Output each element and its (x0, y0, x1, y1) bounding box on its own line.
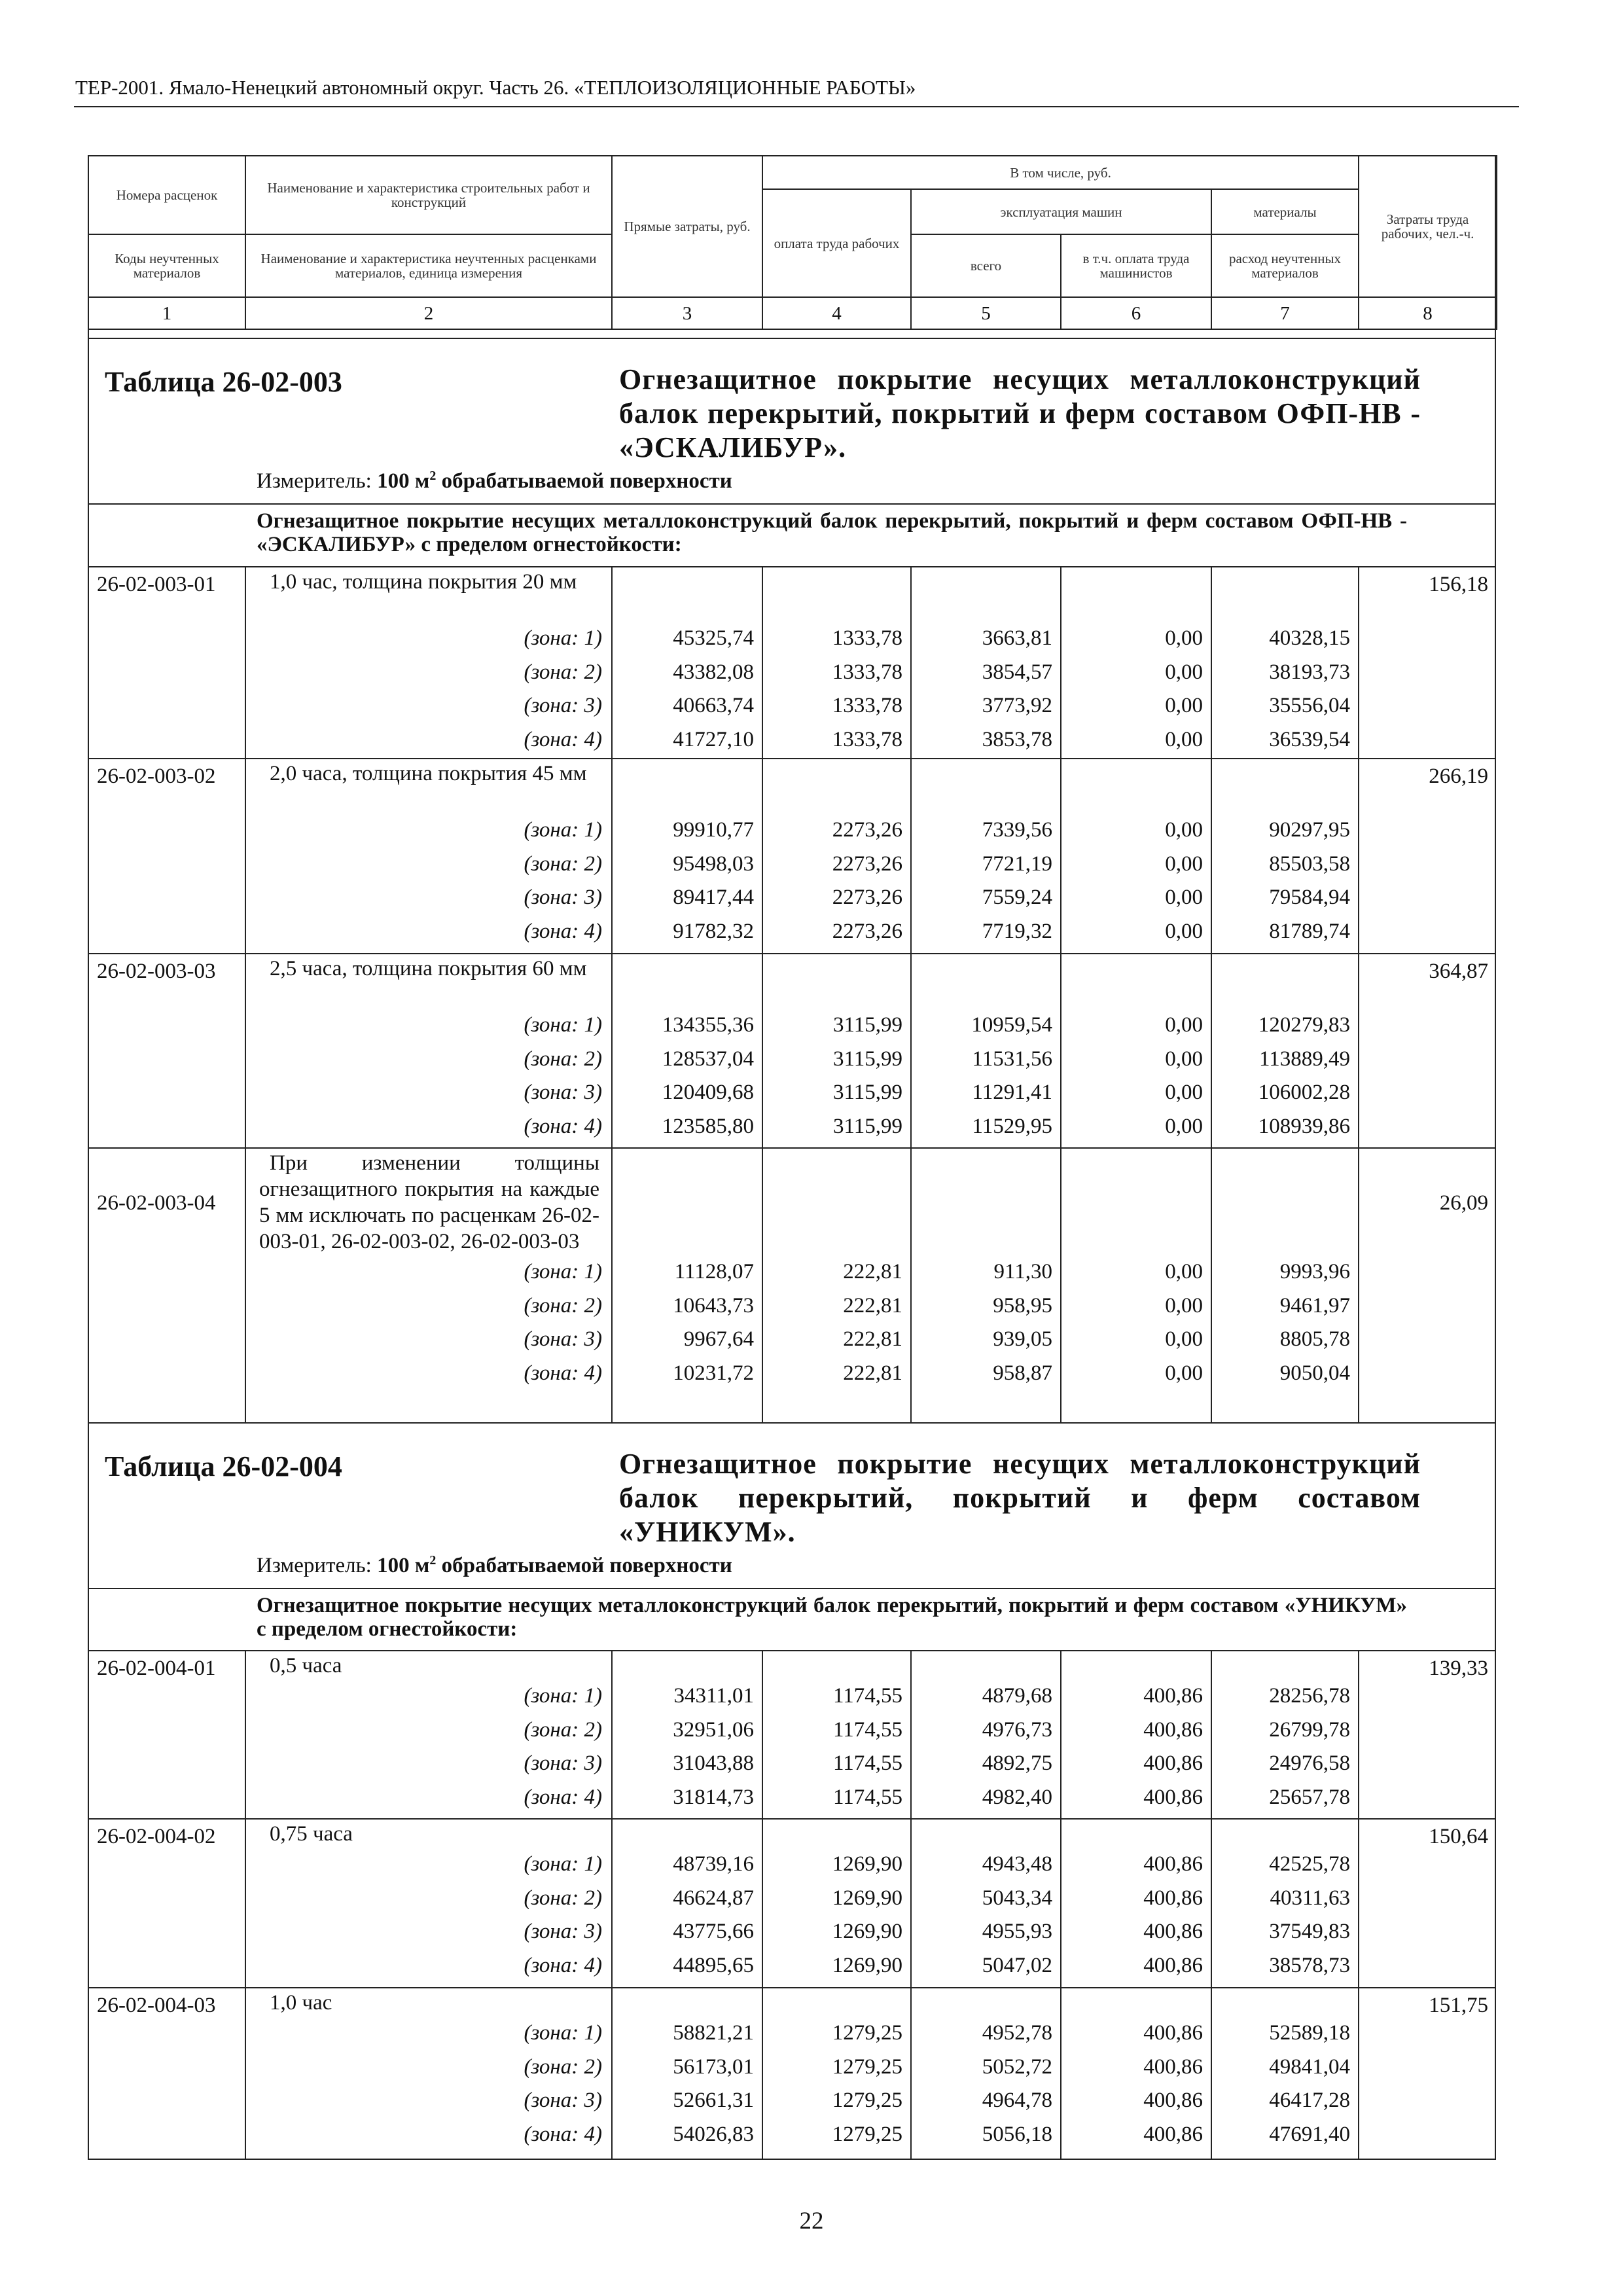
cost-cell: 400,86 (1143, 2122, 1203, 2146)
cost-cell: 222,81 (843, 1327, 902, 1351)
cost-cell: 222,81 (843, 1293, 902, 1318)
zone-label: (зона: 2) (524, 852, 602, 876)
col-head-code-top: Номера расценок (88, 156, 245, 234)
col-head-machinist-wages: в т.ч. оплата труда машинистов (1061, 234, 1211, 297)
cost-cell: 10643,73 (673, 1293, 754, 1318)
cost-cell: 3853,78 (982, 727, 1052, 751)
cost-cell: 0,00 (1165, 1327, 1203, 1351)
table-label: Таблица 26-02-004 (105, 1450, 342, 1482)
cost-cell: 400,86 (1143, 1684, 1203, 1708)
cost-cell: 4879,68 (982, 1684, 1052, 1708)
header-rule (74, 106, 1519, 107)
cost-cell: 1269,90 (832, 1886, 902, 1910)
row-rule (88, 1147, 1496, 1149)
cost-cell: 120279,83 (1258, 1013, 1350, 1037)
cost-cell: 7559,24 (982, 886, 1052, 909)
cost-cell: 48739,16 (673, 1852, 754, 1876)
cost-cell: 10231,72 (673, 1361, 754, 1385)
col-head-name-bottom: Наименование и характеристика неучтенных расценками материалов, единица измерения (245, 234, 612, 297)
col-num: 1 (88, 297, 245, 329)
cost-cell: 0,00 (1165, 886, 1203, 909)
cost-cell: 1333,78 (832, 626, 902, 650)
cost-cell: 1279,25 (832, 2122, 902, 2146)
col-rule (1358, 1147, 1359, 1422)
labor-value: 266,19 (1429, 764, 1488, 788)
page-number: 22 (799, 2208, 824, 2234)
cost-cell: 49841,04 (1269, 2054, 1350, 2079)
cost-cell: 128537,04 (662, 1047, 754, 1071)
cost-cell: 9461,97 (1279, 1293, 1350, 1318)
zone-label: (зона: 4) (524, 727, 602, 751)
cost-cell: 2273,26 (832, 852, 902, 876)
cost-cell: 43775,66 (673, 1920, 754, 1943)
cost-cell: 46417,28 (1269, 2089, 1350, 2112)
rate-code: 26-02-004-03 (97, 1994, 216, 2017)
row-rule (88, 1987, 1496, 1988)
rate-code: 26-02-004-02 (97, 1825, 216, 1848)
col-num: 6 (1061, 297, 1211, 329)
col-head-unaccounted-materials: расход неучтенных материалов (1211, 234, 1359, 297)
cost-cell: 2273,26 (832, 886, 902, 909)
cost-cell: 40328,15 (1269, 626, 1350, 650)
cost-cell: 0,00 (1165, 1047, 1203, 1071)
cost-cell: 99910,77 (673, 818, 754, 842)
cost-cell: 41727,10 (673, 727, 754, 751)
col-num: 3 (612, 297, 762, 329)
cost-cell: 28256,78 (1269, 1684, 1350, 1708)
cost-cell: 42525,78 (1269, 1852, 1350, 1876)
column-header (88, 155, 1497, 330)
cost-cell: 3854,57 (982, 660, 1052, 684)
cost-cell: 4955,93 (982, 1920, 1052, 1943)
cost-cell: 54026,83 (673, 2122, 754, 2146)
cost-cell: 400,86 (1143, 1852, 1203, 1876)
cost-cell: 0,00 (1165, 694, 1203, 717)
row-rule (88, 1422, 1496, 1424)
cost-cell: 2273,26 (832, 818, 902, 842)
cost-cell: 56173,01 (673, 2054, 754, 2079)
cost-cell: 0,00 (1165, 626, 1203, 650)
cost-cell: 7721,19 (982, 852, 1052, 876)
col-num: 8 (1359, 297, 1497, 329)
cost-cell: 958,95 (993, 1293, 1052, 1318)
col-head-materials: материалы (1211, 189, 1359, 234)
zone-label: (зона: 4) (524, 1361, 602, 1385)
cost-cell: 4952,78 (982, 2021, 1052, 2045)
cost-cell: 400,86 (1143, 1751, 1203, 1775)
col-head-machines: эксплуатация машин (911, 189, 1211, 234)
row-rule (88, 953, 1496, 954)
cost-cell: 3115,99 (832, 1013, 902, 1037)
cost-cell: 400,86 (1143, 1953, 1203, 1977)
cost-cell: 3115,99 (832, 1047, 902, 1071)
cost-cell: 222,81 (843, 1260, 902, 1283)
cost-cell: 24976,58 (1269, 1751, 1350, 1775)
cost-cell: 120409,68 (662, 1081, 754, 1104)
cost-cell: 31043,88 (673, 1751, 754, 1775)
cost-cell: 113889,49 (1258, 1047, 1350, 1071)
cost-cell: 400,86 (1143, 1717, 1203, 1742)
cost-cell: 5043,34 (982, 1886, 1052, 1910)
table-category: Огнезащитное покрытие несущих металлоконструкций балок перекрытий, покрытий и ферм составом ОФП-НВ - «ЭСКАЛИБУР» с пределом огнестойкости: (257, 509, 1407, 556)
cost-cell: 5047,02 (982, 1953, 1052, 1977)
rate-name: 2,5 часа, толщина покрытия 60 мм (270, 957, 587, 980)
zone-label: (зона: 1) (524, 1852, 602, 1876)
labor-value: 26,09 (1439, 1191, 1488, 1215)
table-description: Огнезащитное покрытие несущих металлоконструкций балок перекрытий, покрытий и ферм составом ОФП-НВ - «ЭСКАЛИБУР». (619, 363, 1421, 463)
table-measurer: Измеритель: 100 $м^2$ обрабатываемой поверхности (257, 1553, 732, 1577)
cost-cell: 4982,40 (982, 1785, 1052, 1809)
row-rule (88, 1588, 1496, 1589)
cost-cell: 8805,78 (1279, 1327, 1350, 1351)
cost-cell: 5056,18 (982, 2122, 1052, 2146)
table-measurer: Измеритель: 100 $м^2$ обрабатываемой поверхности (257, 469, 732, 493)
cost-cell: 11531,56 (972, 1047, 1052, 1071)
rate-code: 26-02-003-04 (97, 1191, 216, 1215)
cost-cell: 106002,28 (1258, 1081, 1350, 1104)
cost-cell: 958,87 (993, 1361, 1052, 1385)
rate-code: 26-02-003-03 (97, 960, 216, 983)
col-head-including: В том числе, руб. (762, 156, 1359, 189)
cost-cell: 911,30 (993, 1260, 1052, 1283)
zone-label: (зона: 3) (524, 1327, 602, 1351)
cost-cell: 46624,87 (673, 1886, 754, 1910)
rate-name: При изменении толщины огнезащитного покрытия на каждые 5 мм исключать по расценкам 26-02-003-01, 26-02-003-02, 26-02-003-03 (259, 1151, 599, 1253)
cost-cell: 1174,55 (832, 1717, 902, 1742)
cost-cell: 0,00 (1165, 1081, 1203, 1104)
cost-cell: 1269,90 (832, 1953, 902, 1977)
cost-cell: 44895,65 (673, 1953, 754, 1977)
cost-cell: 134355,36 (662, 1013, 754, 1037)
table-description: Огнезащитное покрытие несущих металлоконструкций балок перекрытий, покрытий и ферм составом «УНИКУМ». (619, 1448, 1421, 1548)
cost-cell: 0,00 (1165, 852, 1203, 876)
cost-cell: 1279,25 (832, 2021, 902, 2045)
cost-cell: 52661,31 (673, 2089, 754, 2112)
cost-cell: 11291,41 (972, 1081, 1052, 1104)
rate-name: 1,0 час, толщина покрытия 20 мм (270, 570, 577, 594)
cost-cell: 3773,92 (982, 694, 1052, 717)
zone-label: (зона: 1) (524, 1684, 602, 1708)
labor-value: 151,75 (1429, 1994, 1488, 2017)
cost-cell: 37549,83 (1269, 1920, 1350, 1943)
cost-cell: 400,86 (1143, 1886, 1203, 1910)
zone-label: (зона: 4) (524, 919, 602, 943)
zone-label: (зона: 3) (524, 886, 602, 909)
cost-cell: 58821,21 (673, 2021, 754, 2045)
labor-value: 156,18 (1429, 573, 1488, 596)
row-rule (88, 338, 1496, 339)
cost-cell: 43382,08 (673, 660, 754, 684)
cost-cell: 90297,95 (1269, 818, 1350, 842)
cost-cell: 11128,07 (674, 1260, 754, 1283)
cost-cell: 0,00 (1165, 1293, 1203, 1318)
labor-value: 139,33 (1429, 1657, 1488, 1680)
col-head-name-top: Наименование и характеристика строительных работ и конструкций (245, 156, 612, 234)
zone-label: (зона: 2) (524, 1886, 602, 1910)
cost-cell: 4964,78 (982, 2089, 1052, 2112)
cost-cell: 38578,73 (1269, 1953, 1350, 1977)
rate-name: 0,75 часа (270, 1822, 353, 1846)
zone-label: (зона: 2) (524, 2054, 602, 2079)
col-num: 2 (245, 297, 612, 329)
cost-cell: 9993,96 (1279, 1260, 1350, 1283)
labor-value: 364,87 (1429, 960, 1488, 983)
cost-cell: 4892,75 (982, 1751, 1052, 1775)
cost-cell: 89417,44 (673, 886, 754, 909)
cost-cell: 79584,94 (1269, 886, 1350, 909)
zone-label: (зона: 3) (524, 1751, 602, 1775)
cost-cell: 91782,32 (673, 919, 754, 943)
cost-cell: 95498,03 (673, 852, 754, 876)
zone-label: (зона: 2) (524, 660, 602, 684)
cost-cell: 0,00 (1165, 1361, 1203, 1385)
cost-cell: 45325,74 (673, 626, 754, 650)
rate-code: 26-02-003-02 (97, 764, 216, 788)
col-head-machines-total: всего (911, 234, 1061, 297)
cost-cell: 34311,01 (673, 1684, 754, 1708)
cost-cell: 123585,80 (662, 1114, 754, 1138)
table-label: Таблица 26-02-003 (105, 366, 342, 398)
row-rule (88, 566, 1496, 567)
cost-cell: 36539,54 (1269, 727, 1350, 751)
cost-cell: 10959,54 (971, 1013, 1052, 1037)
cost-cell: 2273,26 (832, 919, 902, 943)
row-rule (88, 1818, 1496, 1820)
cost-cell: 0,00 (1165, 1260, 1203, 1283)
col-head-labor-cost: Затраты труда рабочих, чел.-ч. (1359, 156, 1497, 297)
col-num: 7 (1211, 297, 1359, 329)
rate-code: 26-02-003-01 (97, 573, 216, 596)
cost-cell: 1174,55 (832, 1785, 902, 1809)
cost-cell: 0,00 (1165, 818, 1203, 842)
cost-cell: 1174,55 (832, 1684, 902, 1708)
cost-cell: 1269,90 (832, 1852, 902, 1876)
rate-code: 26-02-004-01 (97, 1657, 216, 1680)
cost-cell: 1174,55 (832, 1751, 902, 1775)
zone-label: (зона: 1) (524, 1260, 602, 1283)
cost-cell: 108939,86 (1258, 1114, 1350, 1138)
cost-cell: 400,86 (1143, 1785, 1203, 1809)
cost-cell: 85503,58 (1269, 852, 1350, 876)
running-head: ТЕР-2001. Ямало-Ненецкий автономный округ. Часть 26. «ТЕПЛОИЗОЛЯЦИОННЫЕ РАБОТЫ» (75, 76, 916, 99)
zone-label: (зона: 3) (524, 1081, 602, 1104)
table-category: Огнезащитное покрытие несущих металлоконструкций балок перекрытий, покрытий и ферм составом «УНИКУМ» с пределом огнестойкости: (257, 1594, 1407, 1641)
zone-label: (зона: 2) (524, 1293, 602, 1318)
cost-cell: 7719,32 (982, 919, 1052, 943)
row-rule (88, 758, 1496, 759)
cost-cell: 400,86 (1143, 2021, 1203, 2045)
cost-cell: 4943,48 (982, 1852, 1052, 1876)
zone-label: (зона: 3) (524, 694, 602, 717)
rate-name: 0,5 часа (270, 1654, 342, 1677)
cost-cell: 0,00 (1165, 1114, 1203, 1138)
cost-cell: 400,86 (1143, 2089, 1203, 2112)
cost-cell: 939,05 (993, 1327, 1052, 1351)
cost-cell: 0,00 (1165, 1013, 1203, 1037)
cost-cell: 31814,73 (673, 1785, 754, 1809)
col-head-wages: оплата труда рабочих (762, 189, 911, 297)
cost-cell: 1269,90 (832, 1920, 902, 1943)
zone-label: (зона: 3) (524, 2089, 602, 2112)
col-head-direct-cost: Прямые затраты, руб. (612, 156, 762, 297)
cost-cell: 1333,78 (832, 660, 902, 684)
cost-cell: 0,00 (1165, 919, 1203, 943)
cost-cell: 52589,18 (1269, 2021, 1350, 2045)
col-num: 5 (911, 297, 1061, 329)
cost-cell: 11529,95 (972, 1114, 1052, 1138)
rate-name: 2,0 часа, толщина покрытия 45 мм (270, 762, 587, 785)
cost-cell: 3115,99 (832, 1081, 902, 1104)
row-rule (88, 503, 1496, 505)
zone-label: (зона: 2) (524, 1717, 602, 1742)
cost-cell: 0,00 (1165, 660, 1203, 684)
cost-cell: 47691,40 (1269, 2122, 1350, 2146)
cost-cell: 35556,04 (1269, 694, 1350, 717)
cost-cell: 1333,78 (832, 727, 902, 751)
cost-cell: 38193,73 (1269, 660, 1350, 684)
zone-label: (зона: 4) (524, 1953, 602, 1977)
cost-cell: 400,86 (1143, 1920, 1203, 1943)
cost-cell: 1279,25 (832, 2054, 902, 2079)
col-num: 4 (762, 297, 911, 329)
zone-label: (зона: 1) (524, 2021, 602, 2045)
cost-cell: 3663,81 (982, 626, 1052, 650)
zone-label: (зона: 3) (524, 1920, 602, 1943)
cost-cell: 32951,06 (673, 1717, 754, 1742)
zone-label: (зона: 2) (524, 1047, 602, 1071)
cost-cell: 4976,73 (982, 1717, 1052, 1742)
zone-label: (зона: 4) (524, 1114, 602, 1138)
zone-label: (зона: 1) (524, 1013, 602, 1037)
zone-label: (зона: 1) (524, 818, 602, 842)
cost-cell: 5052,72 (982, 2054, 1052, 2079)
cost-cell: 9967,64 (683, 1327, 754, 1351)
zone-label: (зона: 1) (524, 626, 602, 650)
col-head-code-bottom: Коды неучтенных материалов (88, 234, 245, 297)
zone-label: (зона: 4) (524, 2122, 602, 2146)
cost-cell: 9050,04 (1279, 1361, 1350, 1385)
cost-cell: 222,81 (843, 1361, 902, 1385)
cost-cell: 400,86 (1143, 2054, 1203, 2079)
cost-cell: 26799,78 (1269, 1717, 1350, 1742)
cost-cell: 40663,74 (673, 694, 754, 717)
cost-cell: 7339,56 (982, 818, 1052, 842)
zone-label: (зона: 4) (524, 1785, 602, 1809)
cost-cell: 40311,63 (1270, 1886, 1350, 1910)
labor-value: 150,64 (1429, 1825, 1488, 1848)
cost-cell: 25657,78 (1269, 1785, 1350, 1809)
cost-cell: 81789,74 (1269, 919, 1350, 943)
cost-cell: 3115,99 (832, 1114, 902, 1138)
rate-name: 1,0 час (270, 1991, 332, 2015)
cost-cell: 0,00 (1165, 727, 1203, 751)
row-rule (88, 1650, 1496, 1651)
cost-cell: 1333,78 (832, 694, 902, 717)
cost-cell: 1279,25 (832, 2089, 902, 2112)
